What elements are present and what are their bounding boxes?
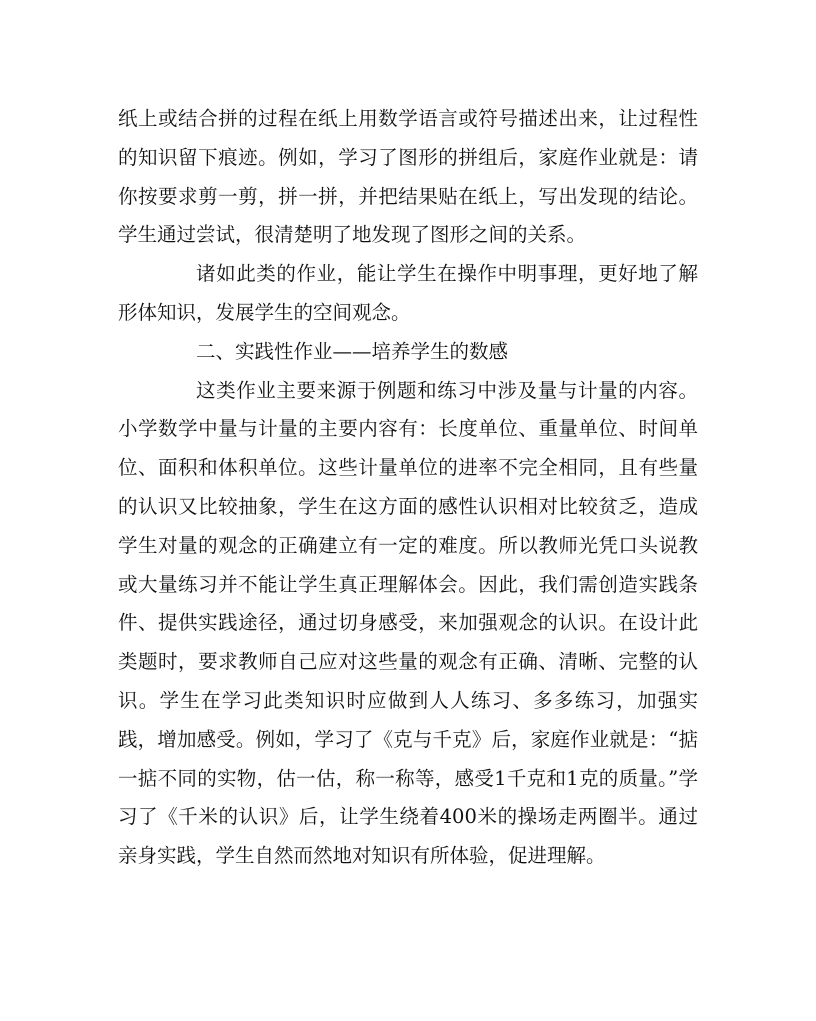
paragraph-2: 诸如此类的作业，能让学生在操作中明事理，更好地了解形体知识，发展学生的空间观念。	[118, 262, 698, 324]
section-heading: 二、实践性作业——培养学生的数感	[196, 339, 509, 363]
document-body	[118, 100, 698, 876]
paragraph-1: 纸上或结合拼的过程在纸上用数学语言或符号描述出来，让过程性的知识留下痕迹。例如，学习了图形的拼组后，家庭作业就是：请你按要求剪一剪，拼一拼，并把结果贴在纸上，写出发现的结论。学生通过尝试，很清楚明了地发现了图形之间的关系。	[118, 107, 698, 247]
paragraph-3: 这类作业主要来源于例题和练习中涉及量与计量的内容。小学数学中量与计量的主要内容有：长度单位、重量单位、时间单位、面积和体积单位。这些计量单位的进率不完全相同，且有些量的认识又比较抽象，学生在这方面的感性认识相对比较贫乏，造成学生对量的观念的正确建立有一定的难度。所以教师光凭口头说教或大量练习并不能让学生真正理解体会。因此，我们需创造实践条件、提供实践途径，通过切身感受，来加强观念的认识。在设计此类题时，要求教师自己应对这些量的观念有正确、清晰、完整的认识。学生在学习此类知识时应做到人人练习、多多练习，加强实践，增加感受。例如，学习了《克与千克》后，家庭作业就是：“掂一掂不同的实物，估一估，称一称等，感受1千克和1克的质量。”学习了《千米的认识》后，让学生绕着400米的操场走两圈半。通过亲身实践，学生自然而然地对知识有所体验，促进理解。	[118, 378, 698, 868]
